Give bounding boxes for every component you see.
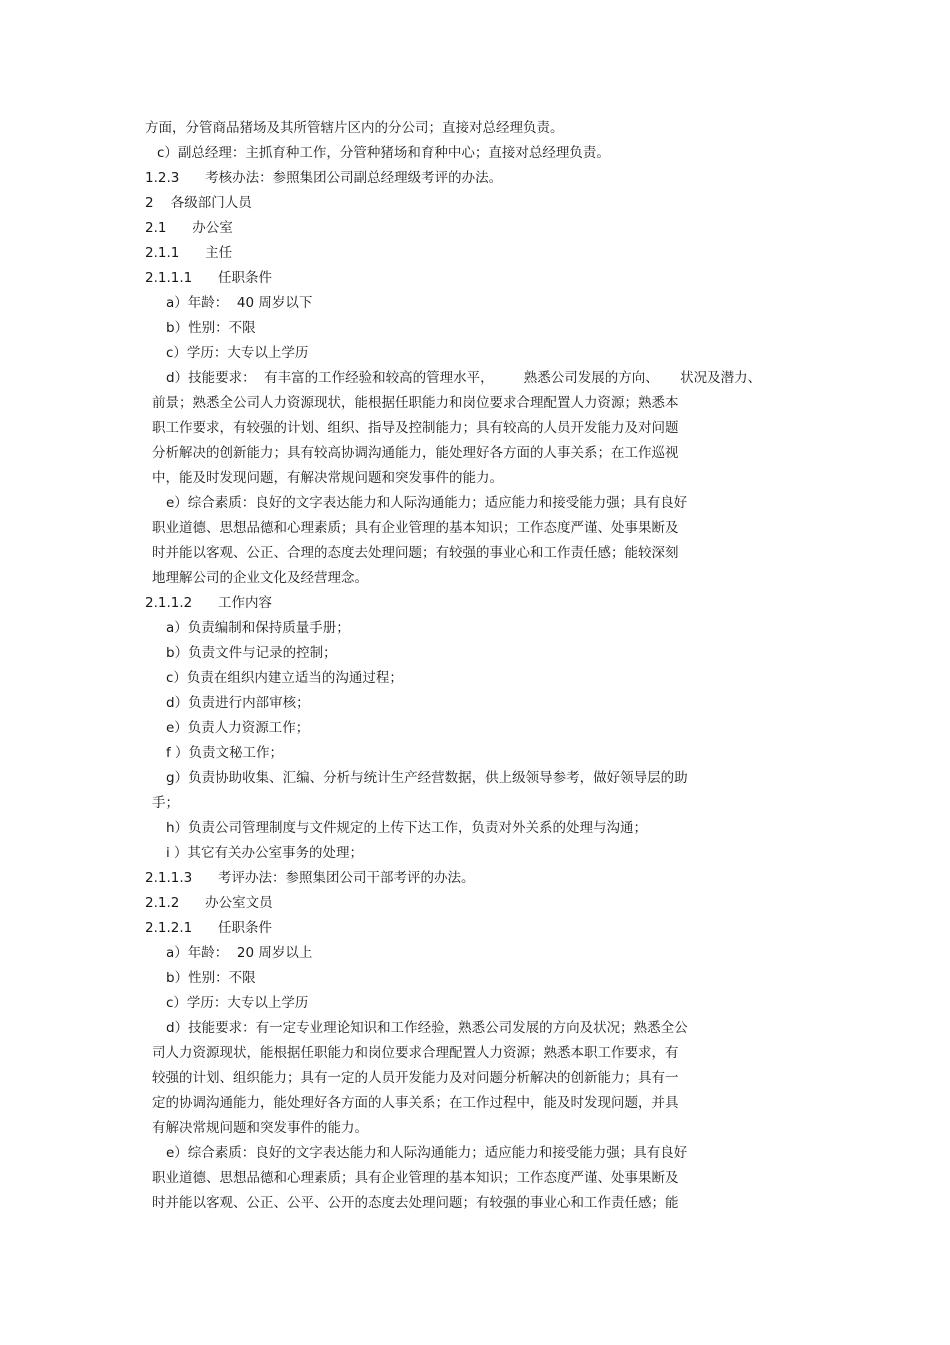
list-item: c）学历：大专以上学历 <box>166 995 309 1011</box>
paragraph-line: 较强的计划、组织能力；具有一定的人员开发能力及对问题分析解决的创新能力；具有一 <box>152 1070 679 1086</box>
list-item: a）年龄： 40 周岁以下 <box>166 295 313 311</box>
section-heading: 2.1.2 办公室文员 <box>145 895 273 911</box>
paragraph-line: 手； <box>152 795 179 811</box>
section-heading: 2 各级部门人员 <box>145 195 252 211</box>
list-item: c）副总经理：主抓育种工作，分管种猪场和育种中心；直接对总经理负责。 <box>157 145 610 161</box>
list-item: g）负责协助收集、汇编、分析与统计生产经营数据，供上级领导参考，做好领导层的助 <box>166 770 688 786</box>
list-item: f ）负责文秘工作； <box>166 745 284 761</box>
paragraph-line: 地理解公司的企业文化及经营理念。 <box>152 570 368 586</box>
list-item: h）负责公司管理制度与文件规定的上传下达工作，负责对外关系的处理与沟通； <box>166 820 648 836</box>
paragraph-line: 职业道德、思想品德和心理素质；具有企业管理的基本知识；工作态度严谨、处事果断及 <box>152 520 679 536</box>
list-item: a）年龄： 20 周岁以上 <box>166 945 313 961</box>
list-item: i ）其它有关办公室事务的处理； <box>166 845 364 861</box>
paragraph-line: 前景；熟悉全公司人力资源现状，能根据任职能力和岗位要求合理配置人力资源；熟悉本 <box>152 395 679 411</box>
list-item: b）性别：不限 <box>166 970 256 986</box>
section-heading: 2.1.1 主任 <box>145 245 233 261</box>
list-item: a）负责编制和保持质量手册； <box>166 620 350 636</box>
paragraph-line: 方面，分管商品猪场及其所管辖片区内的分公司；直接对总经理负责。 <box>145 120 564 136</box>
list-item: e）综合素质：良好的文字表达能力和人际沟通能力；适应能力和接受能力强；具有良好 <box>166 1145 688 1161</box>
paragraph-line: 中，能及时发现问题，有解决常规问题和突发事件的能力。 <box>152 470 503 486</box>
paragraph-line: 司人力资源现状，能根据任职能力和岗位要求合理配置人力资源；熟悉本职工作要求，有 <box>152 1045 679 1061</box>
list-item: c）学历：大专以上学历 <box>166 345 309 361</box>
list-item: c）负责在组织内建立适当的沟通过程； <box>166 670 403 686</box>
paragraph-line: 分析解决的创新能力；具有较高协调沟通能力，能处理好各方面的人事关系；在工作巡视 <box>152 445 679 461</box>
list-item: d）技能要求：有一定专业理论知识和工作经验，熟悉公司发展的方向及状况；熟悉全公 <box>166 1020 688 1036</box>
list-item: b）负责文件与记录的控制； <box>166 645 337 661</box>
section-heading: 2.1.1.1 任职条件 <box>145 270 272 286</box>
list-item: d）技能要求： 有丰富的工作经验和较高的管理水平， 熟悉公司发展的方向、 状况及潜力、 <box>166 370 762 386</box>
paragraph-line: 时并能以客观、公正、公平、公开的态度去处理问题；有较强的事业心和工作责任感；能 <box>152 1195 679 1211</box>
section-heading: 1.2.3 考核办法：参照集团公司副总经理级考评的办法。 <box>145 170 503 186</box>
list-item: e）综合素质：良好的文字表达能力和人际沟通能力；适应能力和接受能力强；具有良好 <box>166 495 688 511</box>
list-item: e）负责人力资源工作； <box>166 720 310 736</box>
section-heading: 2.1.2.1 任职条件 <box>145 920 272 936</box>
paragraph-line: 职工作要求，有较强的计划、组织、指导及控制能力；具有较高的人员开发能力及对问题 <box>152 420 679 436</box>
section-heading: 2.1.1.3 考评办法：参照集团公司干部考评的办法。 <box>145 870 475 886</box>
paragraph-line: 定的协调沟通能力，能处理好各方面的人事关系；在工作过程中，能及时发现问题，并具 <box>152 1095 679 1111</box>
section-heading: 2.1.1.2 工作内容 <box>145 595 272 611</box>
paragraph-line: 时并能以客观、公正、合理的态度去处理问题；有较强的事业心和工作责任感；能较深刻 <box>152 545 679 561</box>
paragraph-line: 有解决常规问题和突发事件的能力。 <box>152 1120 368 1136</box>
list-item: d）负责进行内部审核； <box>166 695 310 711</box>
section-heading: 2.1 办公室 <box>145 220 233 236</box>
paragraph-line: 职业道德、思想品德和心理素质；具有企业管理的基本知识；工作态度严谨、处事果断及 <box>152 1170 679 1186</box>
list-item: b）性别：不限 <box>166 320 256 336</box>
